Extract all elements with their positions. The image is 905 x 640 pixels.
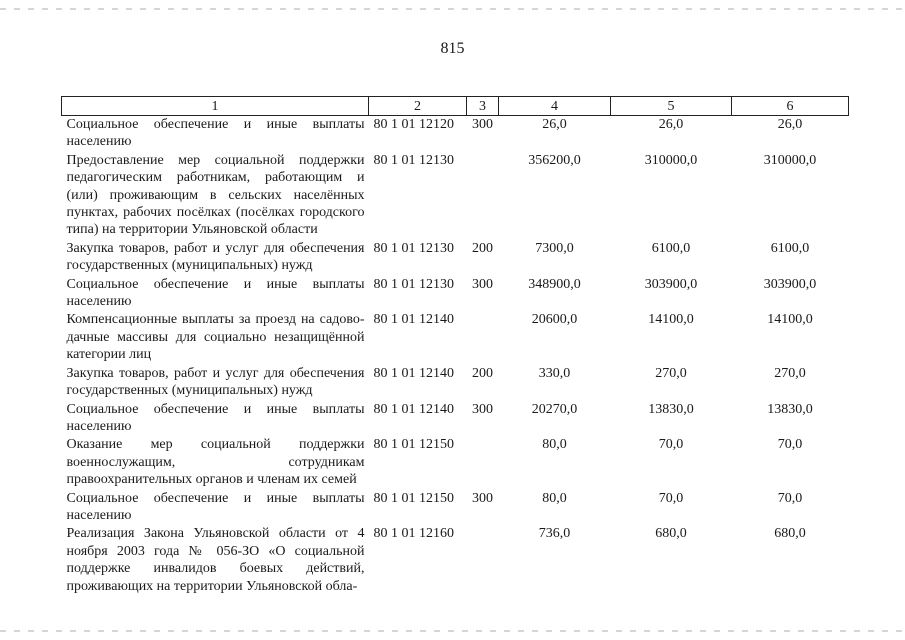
table-row xyxy=(62,365,849,401)
header-col-2: 2 xyxy=(369,97,467,116)
table-row xyxy=(62,525,849,596)
row-type xyxy=(467,436,499,489)
row-code: 80 1 01 12120 xyxy=(373,117,454,132)
row-value-1: 80,0 xyxy=(542,437,567,453)
table-row xyxy=(62,116,849,152)
table-row xyxy=(62,401,849,437)
table-row xyxy=(62,490,849,526)
table-row xyxy=(62,240,849,276)
row-value-3: 26,0 xyxy=(777,117,803,132)
table-row xyxy=(62,436,849,489)
row-value-3: 680,0 xyxy=(774,526,806,542)
row-name: Предоставление мер социальной поддержки педагогическим работникам, работающим и (или) проживающим в сельских населённых пунктах, рабочих посёлках (посёлках городского типа) на территории Ульяновской области xyxy=(66,152,365,238)
scan-edge-bottom xyxy=(0,630,905,632)
row-value-3: 14100,0 xyxy=(767,312,813,328)
row-code: 80 1 01 12160 xyxy=(373,526,454,542)
row-name: Компенсационные выплаты за проезд на садово-дачные массивы для социально незащищённой категории лиц xyxy=(66,312,365,363)
row-value-2: 13830,0 xyxy=(648,401,694,417)
budget-table xyxy=(61,96,849,596)
row-name: Оказание мер социальной поддержки военнослужащим, сотрудникам правоохранительных органов и членам их семей xyxy=(66,437,365,488)
row-value-3: 303900,0 xyxy=(763,276,817,292)
row-type: 300 xyxy=(472,401,493,417)
table-row xyxy=(62,152,849,240)
row-code: 80 1 01 12140 xyxy=(373,401,454,417)
row-name: Социальное обеспечение и иные выплаты населению xyxy=(66,276,365,310)
row-value-2: 270,0 xyxy=(655,365,687,381)
row-value-1: 20270,0 xyxy=(531,401,578,417)
row-value-3: 310000,0 xyxy=(763,152,817,168)
row-code: 80 1 01 12130 xyxy=(373,276,454,292)
row-value-3: 6100,0 xyxy=(770,240,810,256)
row-name: Закупка товаров, работ и услуг для обеспечения государственных (муниципальных) нужд xyxy=(66,240,365,274)
row-value-2: 70,0 xyxy=(658,490,684,506)
row-type xyxy=(467,311,499,364)
page-number: 815 xyxy=(440,40,465,57)
header-col-4: 4 xyxy=(499,97,611,116)
row-value-3: 70,0 xyxy=(777,490,803,506)
header-col-5: 5 xyxy=(611,97,732,116)
row-value-1: 80,0 xyxy=(542,490,567,506)
row-type: 200 xyxy=(472,240,493,256)
row-value-1: 736,0 xyxy=(538,526,571,542)
row-name: Закупка товаров, работ и услуг для обеспечения государственных (муниципальных) нужд xyxy=(66,365,365,399)
row-value-2: 70,0 xyxy=(658,437,684,453)
row-code: 80 1 01 12150 xyxy=(373,437,454,453)
row-value-3: 270,0 xyxy=(774,365,806,381)
row-name: Социальное обеспечение и иные выплаты населению xyxy=(66,401,365,434)
table-row xyxy=(62,276,849,312)
row-value-1: 356200,0 xyxy=(528,152,581,168)
row-code: 80 1 01 12140 xyxy=(373,312,454,328)
row-type xyxy=(467,525,499,596)
row-value-1: 7300,0 xyxy=(535,240,574,256)
row-type: 300 xyxy=(472,117,493,132)
row-code: 80 1 01 12130 xyxy=(373,240,454,256)
row-value-2: 310000,0 xyxy=(644,152,698,168)
row-code: 80 1 01 12150 xyxy=(373,490,454,506)
row-value-2: 680,0 xyxy=(655,526,687,542)
row-type: 300 xyxy=(472,276,493,292)
row-name: Социальное обеспечение и иные выплаты населению xyxy=(66,490,365,523)
row-value-1: 348900,0 xyxy=(528,276,581,292)
row-type xyxy=(467,152,499,240)
header-col-6: 6 xyxy=(732,97,849,116)
row-value-1: 330,0 xyxy=(538,365,571,381)
row-value-2: 14100,0 xyxy=(648,312,694,328)
row-type: 200 xyxy=(472,365,493,381)
scan-edge-top xyxy=(0,8,905,10)
row-value-3: 70,0 xyxy=(777,437,803,453)
row-type: 300 xyxy=(472,490,493,506)
row-value-3: 13830,0 xyxy=(767,401,813,417)
row-code: 80 1 01 12140 xyxy=(373,365,454,381)
header-col-1: 1 xyxy=(62,97,369,116)
row-value-1: 20600,0 xyxy=(531,312,578,328)
header-col-3: 3 xyxy=(467,97,499,116)
row-value-2: 6100,0 xyxy=(651,240,691,256)
header-row xyxy=(62,97,849,116)
row-value-1: 26,0 xyxy=(542,117,567,132)
row-name: Реализация Закона Ульяновской области от 4 ноября 2003 года № 056-ЗО «О социальной поддержке инвалидов боевых действий, проживающих на территории Ульяновской обла- xyxy=(66,526,365,594)
row-value-2: 26,0 xyxy=(658,117,684,132)
row-name: Социальное обеспечение и иные выплаты населению xyxy=(66,117,365,150)
row-value-2: 303900,0 xyxy=(644,276,698,292)
row-code: 80 1 01 12130 xyxy=(373,152,454,168)
table-row xyxy=(62,311,849,364)
